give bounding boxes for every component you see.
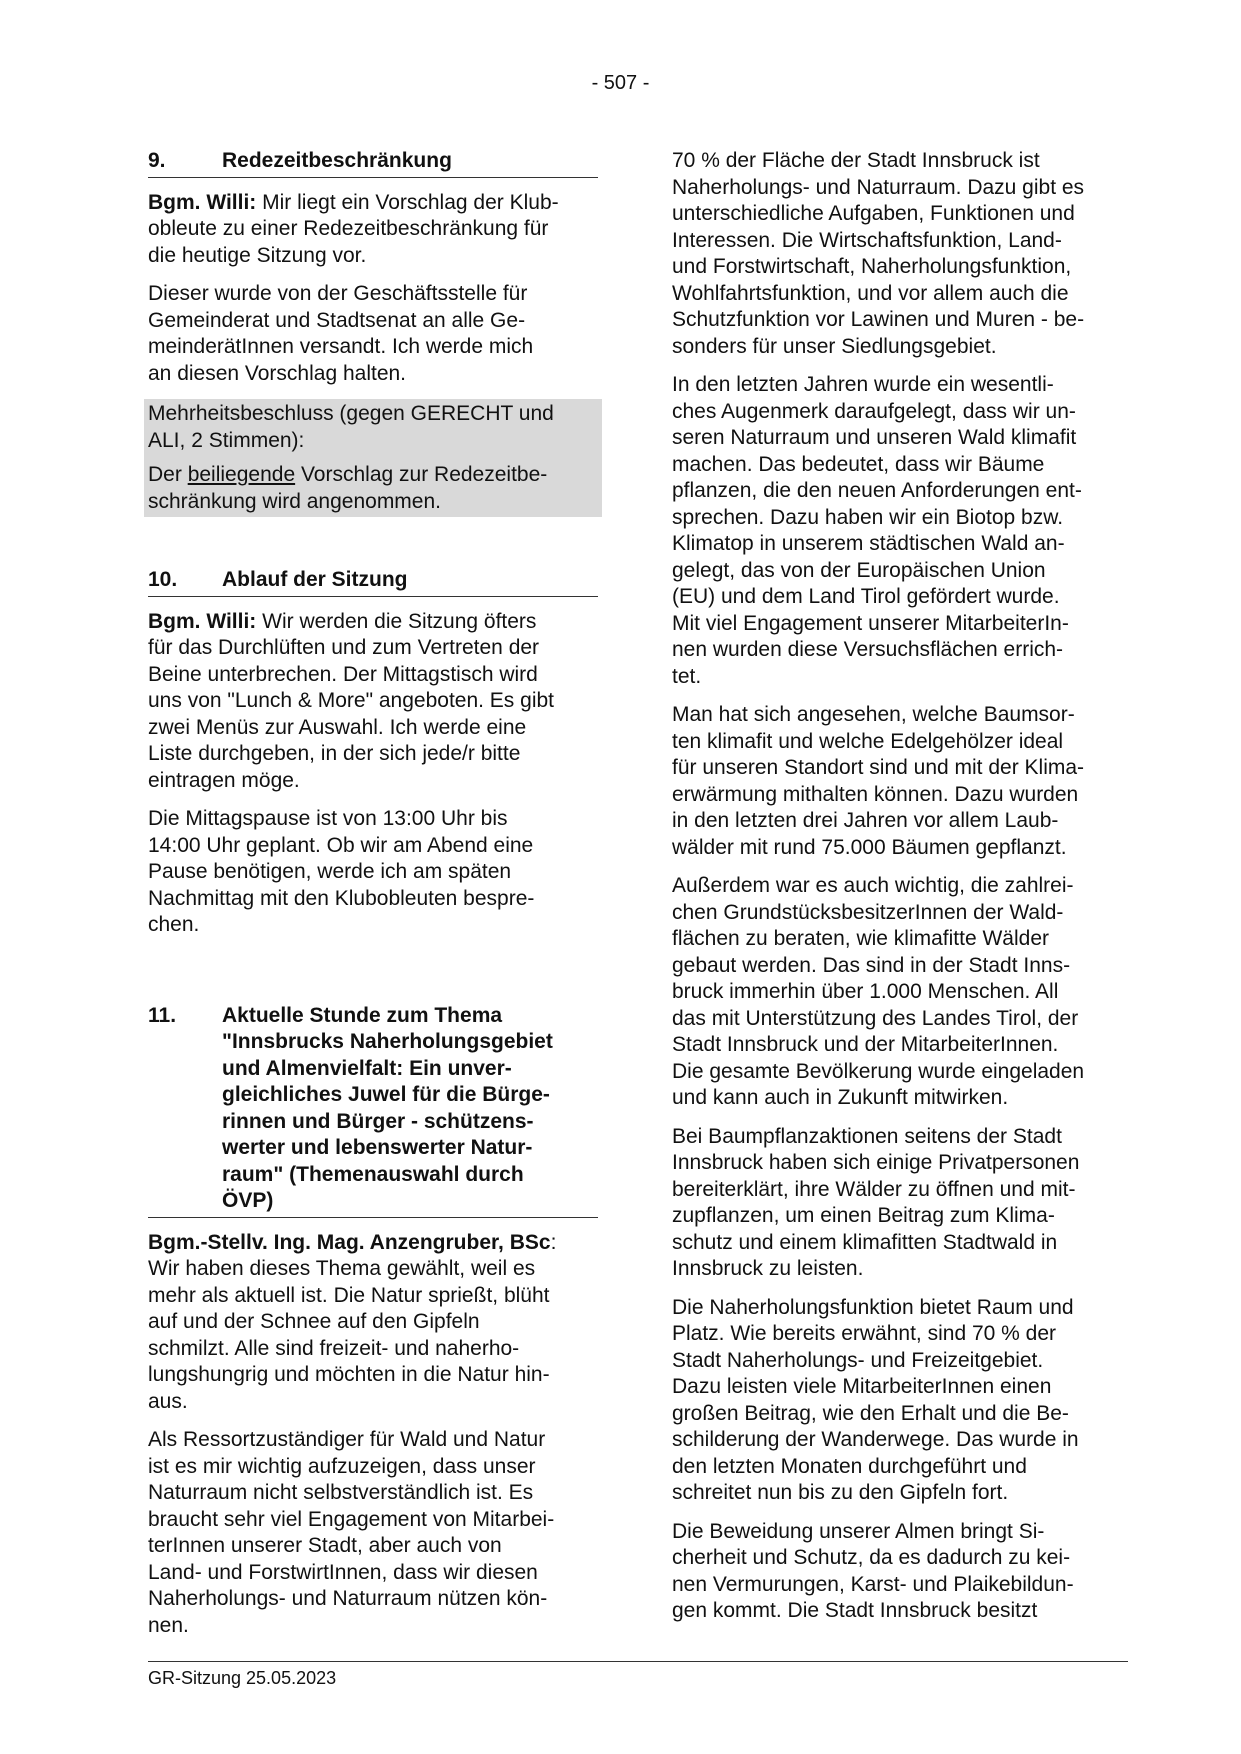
section-10-heading <box>148 567 598 597</box>
speaker-name: Bgm. Willi: <box>148 609 257 633</box>
resolution-text-part: Der <box>148 463 188 486</box>
paragraph <box>148 190 598 270</box>
section-number: 9. <box>148 149 166 172</box>
section-number: 10. <box>148 568 178 591</box>
resolution-box <box>144 399 602 517</box>
paragraph: In den letzten Jahren wurde ein wesentli- ches Augenmerk daraufgelegt, dass wir un- seren Naturraum und unseren Wald klimafit machen. Das bedeutet, dass wir Bäume pflanzen, die den neuen Anforderungen ent- sprechen. Dazu haben wir ein Biotop bzw. Klimatop in unserem städtischen Wald an- gelegt, das von der Europäischen Union (EU) und dem Land Tirol gefördert wurde. Mit viel Engagement unserer MitarbeiterIn- nen wurden diese Versuchsflächen errich- tet. <box>672 373 1082 688</box>
speaker-name: Bgm.-Stellv. Ing. Mag. Anzengruber, BSc <box>148 1230 551 1254</box>
page-footer: GR-Sitzung 25.05.2023 <box>148 1661 1128 1689</box>
right-column <box>672 148 1127 1637</box>
page-number: - 507 - <box>591 72 650 94</box>
paragraph: Dieser wurde von der Geschäftsstelle für Gemeinderat und Stadtsenat an alle Ge- meinderätInnen versandt. Ich werde mich an diesen Vorschlag halten. <box>148 282 534 385</box>
paragraph: Die Mittagspause ist von 13:00 Uhr bis 14:00 Uhr geplant. Ob wir am Abend eine Pause benötigen, werde ich am späten Nachmittag mit den Klubobleuten bespre- chen. <box>148 807 535 936</box>
resolution-underlined-word: beiliegende <box>187 463 296 486</box>
paragraph: 70 % der Fläche der Stadt Innsbruck ist Naherholungs- und Naturraum. Dazu gibt es unterschiedliche Aufgaben, Funktionen und Interessen. Die Wirtschaftsfunktion, Land- und Forstwirtschaft, Naherholungsfunktion, Wohlfahrtsfunktion, und vor allem auch die Schutzfunktion vor Lawinen und Muren - be- sonders für unser Siedlungsgebiet. <box>672 149 1085 358</box>
section-number: 11. <box>148 1003 177 1027</box>
paragraph: Außerdem war es auch wichtig, die zahlrei- chen GrundstücksbesitzerInnen der Wald- flächen zu beraten, wie klimafitte Wälder gebaut werden. Das sind in der Stadt Inns- bruck immerhin über 1.000 Menschen. All das mit Unterstützung des Landes Tirol, der Stadt Innsbruck und der MitarbeiterInnen. Die gesamte Bevölkerung wurde eingeladen und kann auch in Zukunft mitwirken. <box>672 874 1085 1109</box>
paragraph: Die Beweidung unserer Almen bringt Si- cherheit und Schutz, da es dadurch zu kei- nen Vermurungen, Karst- und Plaikebildun- gen kommt. Die Stadt Innsbruck besitzt <box>672 1519 1074 1622</box>
resolution-vote: Mehrheitsbeschluss (gegen GERECHT und ALI, 2 Stimmen): <box>148 402 554 452</box>
paragraph <box>148 609 598 795</box>
spacer <box>148 517 598 567</box>
section-11-heading <box>148 1003 598 1218</box>
paragraph: Man hat sich angesehen, welche Baumsor- ten klimafit und welche Edelgehölzer ideal für unseren Standort sind und mit der Klima- erwärmung mithalten können. Dazu wurden in den letzten drei Jahren vor allem Laub- wälder mit rund 75.000 Bäumen gepflanzt. <box>672 703 1085 859</box>
speaker-name: Bgm. Willi: <box>148 190 257 214</box>
left-column <box>148 148 598 1651</box>
resolution-text <box>148 462 598 515</box>
section-title: Aktuelle Stunde zum Thema "Innsbrucks Naherholungsgebiet und Almenvielfalt: Ein unver- gleichliches Juwel für die Bürge- rinnen und Bürger - schützens- werter und lebenswerter Natur- raum" (Themenauswahl durch ÖVP) <box>222 1003 553 1212</box>
section-title: Ablauf der Sitzung <box>222 568 408 591</box>
speech-text: Mir liegt ein Vorschlag der Klub- obleute zu einer Redezeitbeschränkung für die heutige Sitzung vor. <box>148 190 559 267</box>
paragraph <box>148 1230 598 1416</box>
resolution-text-part: Vorschlag zur Redezeitbe- schränkung wird angenommen. <box>148 463 548 513</box>
paragraph: Bei Baumpflanzaktionen seitens der Stadt Innsbruck haben sich einige Privatpersonen bereiterklärt, ihre Wälder zu öffnen und mit- zupflanzen, um einen Beitrag zum Klima- schutz und einem klimafitten Stadtwald in Innsbruck zu leisten. <box>672 1124 1080 1280</box>
section-9-heading <box>148 148 598 178</box>
paragraph: Als Ressortzuständiger für Wald und Natur ist es mir wichtig aufzuzeigen, dass unser Naturraum nicht selbstverständlich ist. Es braucht sehr viel Engagement von Mitarbei- terInnen unserer Stadt, aber auch von Land- und ForstwirtInnen, dass wir diesen Naherholungs- und Naturraum nützen kön- nen. <box>148 1428 555 1637</box>
paragraph: Die Naherholungsfunktion bietet Raum und Platz. Wie bereits erwähnt, sind 70 % der Stadt Naherholungs- und Freizeitgebiet. Dazu leisten viele MitarbeiterInnen einen großen Beitrag, wie den Erhalt und die Be- schilderung der Wanderwege. Das wurde in den letzten Monaten durchgeführt und schreitet nun bis zu den Gipfeln fort. <box>672 1295 1079 1504</box>
speech-text: Wir werden die Sitzung öfters für das Durchlüften und zum Vertreten der Beine unterbrechen. Der Mittagstisch wird uns von "Lunch & More" angeboten. Es gibt zwei Menüs zur Auswahl. Ich werde eine Liste durchgeben, in der sich jede/r bitte eintragen möge. <box>148 609 555 792</box>
speech-text: : Wir haben dieses Thema gewählt, weil es mehr als aktuell ist. Die Natur sprießt, blüht auf und der Schnee auf den Gipfeln schmilzt. Alle sind freizeit- und naherho- lungshungrig und möchten in die Natur hin- aus. <box>148 1230 557 1413</box>
section-title: Redezeitbeschränkung <box>222 149 452 172</box>
spacer <box>148 951 598 1003</box>
